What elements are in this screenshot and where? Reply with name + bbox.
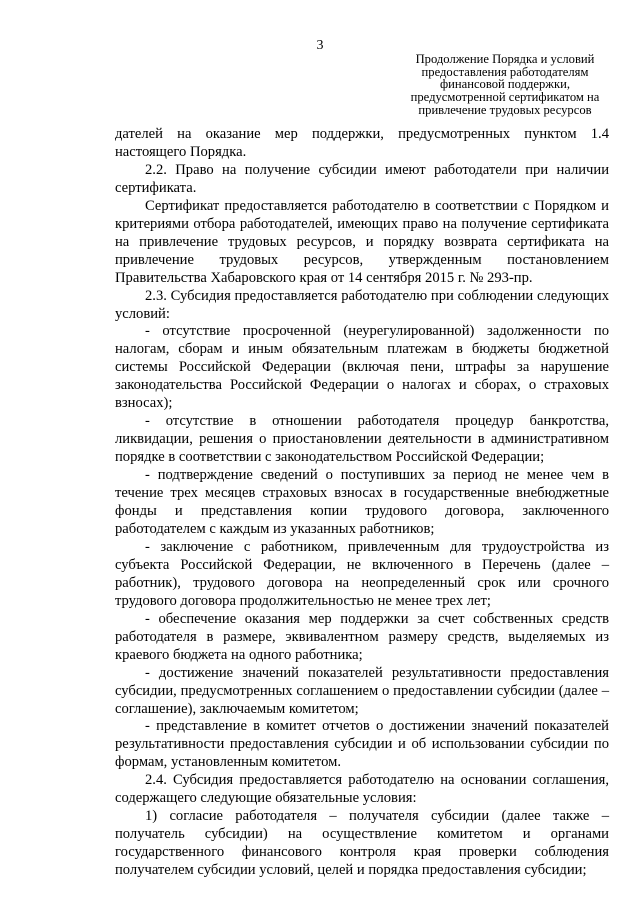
- paragraph: 2.2. Право на получение субсидии имеют работодатели при наличии сертификата.: [115, 161, 609, 196]
- list-item: - отсутствие просроченной (неурегулированной) задолженности по налогам, сборам и иным обязательным платежам в бюджеты бюджетной системы Российской Федерации (включая пени, штрафы за нарушение законодательства Российской Федерации о налогах и сборах, о страховых взносах);: [115, 323, 609, 412]
- list-item: - отсутствие в отношении работодателя процедур банкротства, ликвидации, решения о приостановлении деятельности в административном порядке в соответствии с законодательством Российской Федерации;: [115, 413, 609, 466]
- list-item: - заключение с работником, привлеченным для трудоустройства из субъекта Российской Федерации, не включенного в Перечень (далее – работник), трудового договора на неопределенный срок или срочного трудового договора продолжительностью не менее трех лет;: [115, 538, 609, 609]
- document-body: [115, 126, 609, 880]
- list-item: - представление в комитет отчетов о достижении значений показателей результативности предоставления субсидии и об использовании субсидии по формам, установленным комитетом.: [115, 718, 609, 771]
- paragraph: дателей на оказание мер поддержки, предусмотренных пунктом 1.4 настоящего Порядка.: [115, 126, 609, 160]
- list-item: - обеспечение оказания мер поддержки за счет собственных средств работодателя в размере, эквивалентном размеру средств, выделяемых из краевого бюджета на одного работника;: [115, 610, 609, 663]
- list-item: - достижение значений показателей результативности предоставления субсидии, предусмотренных соглашением о предоставлении субсидии (далее – соглашение), заключаемым комитетом;: [115, 664, 609, 717]
- list-item: - подтверждение сведений о поступивших за период не менее чем в течение трех месяцев страховых взносах в государственные внебюджетные фонды и представления копии трудового договора, заключенного работодателем с каждым из указанных работников;: [115, 467, 609, 537]
- paragraph: Сертификат предоставляется работодателю в соответствии с Порядком и критериями отбора работодателей, имеющих право на получение сертификата на привлечение трудовых ресурсов, и порядку возврата сертификата на привлечение трудовых ресурсов, утвержденным постановлением Правительства Хабаровского края от 14 сентября 2015 г. № 293-пр.: [115, 197, 609, 286]
- list-item: 1) согласие работодателя – получателя субсидии (далее также – получатель субсидии) на осуществление комитетом и органами государственного финансового контроля края проверки соблюдения получателем субсидии условий, целей и порядка предоставления субсидии;: [115, 808, 609, 879]
- paragraph: 2.4. Субсидия предоставляется работодателю на основании соглашения, содержащего следующие обязательные условия:: [115, 772, 609, 807]
- page-number: 3: [316, 38, 324, 53]
- paragraph: 2.3. Субсидия предоставляется работодателю при соблюдении следующих условий:: [115, 287, 609, 322]
- running-header: Продолжение Порядка и условий предоставления работодателям финансовой поддержки, предусмотренной сертификатом на привлечение трудовых ресурсов: [410, 52, 600, 117]
